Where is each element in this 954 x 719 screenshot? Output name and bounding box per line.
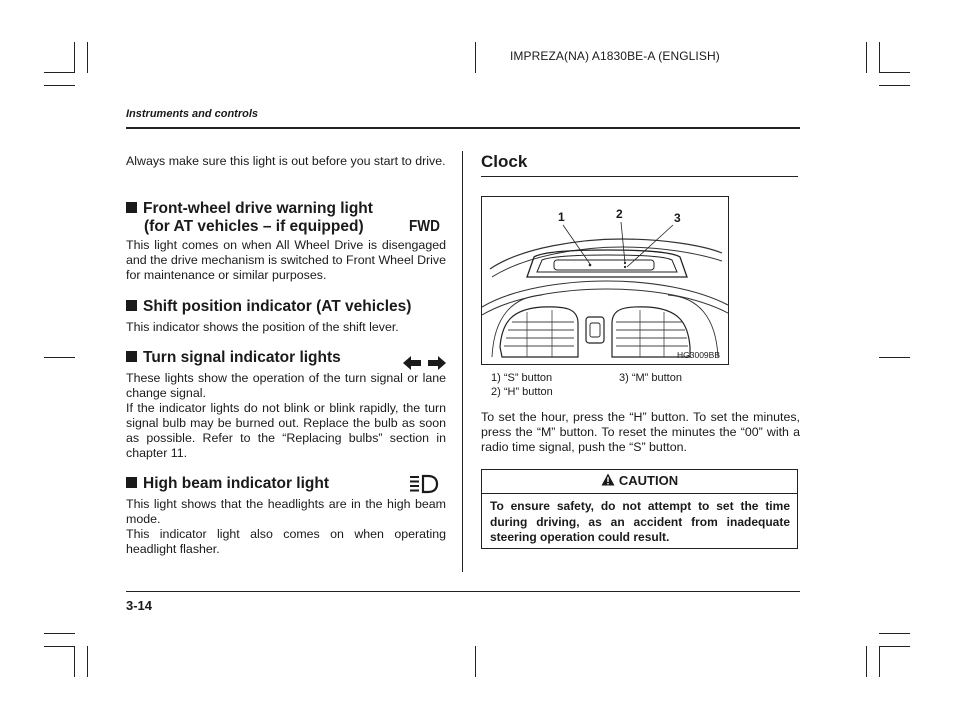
- fwd-heading-line2: (for AT vehicles – if equipped): [144, 218, 364, 235]
- bullet-square-icon: [126, 477, 137, 488]
- caution-label: CAUTION: [618, 473, 679, 488]
- beam-heading-text: High beam indicator light: [143, 475, 330, 492]
- caution-box: [481, 469, 798, 549]
- clock-title-rule: [481, 176, 798, 177]
- caution-text: To ensure safety, do not attempt to set the time during driving, as an accident from inadequate steering operation could result.: [490, 499, 790, 544]
- caption-m-button: 3) “M” button: [619, 372, 682, 384]
- beam-body-1: This light shows that the headlights are in the high beam mode.: [126, 497, 446, 526]
- page-number: 3-14: [126, 598, 153, 613]
- bullet-square-icon: [126, 351, 137, 362]
- callout-1: 1: [558, 210, 565, 224]
- clock-figure: [481, 196, 729, 365]
- section-title: Instruments and controls: [126, 108, 259, 120]
- callout-2: 2: [616, 207, 623, 221]
- high-beam-icon: [409, 474, 439, 494]
- callout-line: [621, 222, 625, 263]
- footer-rule: [126, 591, 800, 592]
- column-divider: [462, 151, 463, 572]
- beam-heading: [126, 475, 426, 493]
- shift-heading-text: Shift position indicator (AT vehicles): [143, 298, 412, 315]
- bullet-square-icon: [126, 202, 137, 213]
- turn-arrows-icon: [403, 355, 446, 371]
- fwd-body: This light comes on when All Wheel Drive is disengaged and the drive mechanism is switched to Front Wheel Drive for maintenance or similar purposes.: [126, 238, 446, 282]
- caption-h-button: 2) “H” button: [491, 386, 553, 398]
- fwd-heading: [126, 200, 456, 236]
- turn-body-2: If the indicator lights do not blink or blink rapidly, the turn signal bulb may be burned out. Replace the bulb as soon as possible. Refer to the “Replacing bulbs” section in chapter 11.: [126, 401, 446, 460]
- turn-heading-text: Turn signal indicator lights: [143, 349, 341, 366]
- fwd-heading-line1: Front-wheel drive warning light: [143, 200, 373, 217]
- warning-triangle-icon: [601, 473, 615, 486]
- shift-body: This indicator shows the position of the shift lever.: [126, 320, 399, 334]
- fwd-icon-text: FWD: [409, 218, 440, 235]
- callout-line: [563, 225, 590, 264]
- caution-header: [482, 470, 797, 494]
- dashboard-illustration: [482, 197, 728, 364]
- shift-heading: [126, 298, 456, 316]
- bullet-square-icon: [126, 300, 137, 311]
- beam-body-2: This indicator light also comes on when operating headlight flasher.: [126, 527, 446, 556]
- fwd-icon: [409, 218, 440, 236]
- callout-line: [627, 225, 673, 267]
- clock-body: To set the hour, press the “H” button. To set the minutes, press the “M” button. To reset the minutes the “00” with a radio time signal, push the “S” button.: [481, 410, 800, 454]
- intro-paragraph: Always make sure this light is out before you start to drive.: [126, 154, 446, 168]
- turn-body-1: These lights show the operation of the turn signal or lane change signal.: [126, 371, 446, 400]
- callout-3: 3: [674, 211, 681, 225]
- clock-title: Clock: [481, 152, 528, 171]
- caption-s-button: 1) “S” button: [491, 372, 553, 384]
- header-rule: [126, 127, 800, 129]
- turn-heading: [126, 349, 426, 367]
- document-code: IMPREZA(NA) A1830BE-A (ENGLISH): [510, 49, 720, 63]
- figure-code: HG3009BB: [677, 350, 720, 360]
